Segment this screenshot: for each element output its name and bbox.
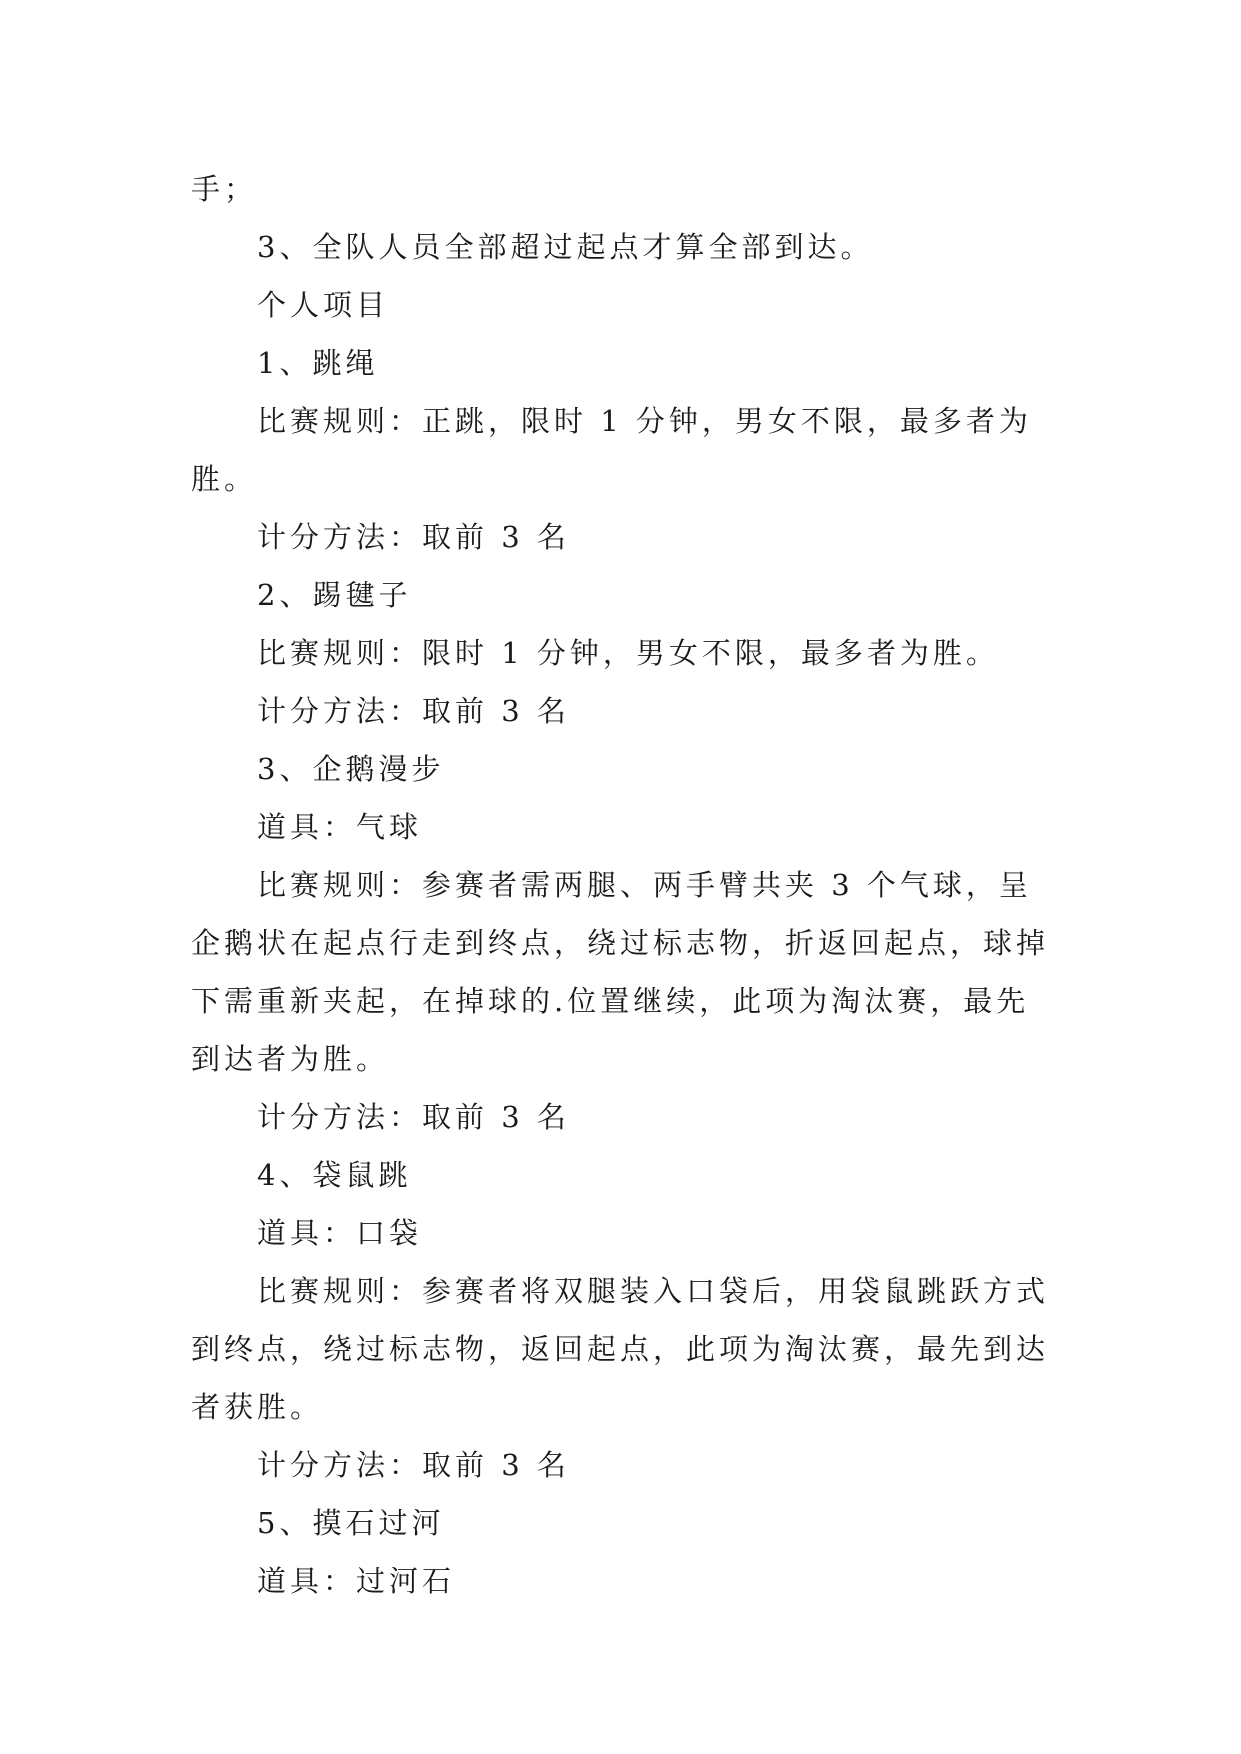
rules-penguin-walk: 比赛规则：参赛者需两腿、两手臂共夹 3 个气球，呈企鹅状在起点行走到终点，绕过标志物，折返回起点，球掉下需重新夹起，在掉球的.位置继续，此项为淘汰赛，最先到达者为胜。 <box>191 868 1050 1076</box>
scoring-jump-rope: 计分方法：取前 3 名 <box>257 520 570 554</box>
item-heading-kangaroo-jump: 4、袋鼠跳 <box>257 1158 412 1192</box>
item-heading-jump-rope: 1、跳绳 <box>257 346 379 380</box>
paragraph-continuation: 手； <box>191 172 258 206</box>
props-kangaroo-jump: 道具：口袋 <box>257 1216 423 1250</box>
props-river-crossing: 道具：过河石 <box>257 1564 456 1598</box>
scoring-penguin-walk: 计分方法：取前 3 名 <box>257 1100 570 1134</box>
rules-jump-rope: 比赛规则：正跳，限时 1 分钟，男女不限，最多者为胜。 <box>191 404 1032 496</box>
props-penguin-walk: 道具：气球 <box>257 810 423 844</box>
section-heading-individual: 个人项目 <box>257 288 390 322</box>
item-heading-penguin-walk: 3、企鹅漫步 <box>257 752 445 786</box>
item-heading-shuttlecock: 2、踢毽子 <box>257 578 412 612</box>
scoring-shuttlecock: 计分方法：取前 3 名 <box>257 694 570 728</box>
scoring-kangaroo-jump: 计分方法：取前 3 名 <box>257 1448 570 1482</box>
paragraph-team-rule-3: 3、全队人员全部超过起点才算全部到达。 <box>257 230 874 264</box>
document-body <box>191 160 1061 1610</box>
rules-shuttlecock: 比赛规则：限时 1 分钟，男女不限，最多者为胜。 <box>257 636 999 670</box>
item-heading-river-crossing: 5、摸石过河 <box>257 1506 445 1540</box>
rules-kangaroo-jump: 比赛规则：参赛者将双腿装入口袋后，用袋鼠跳跃方式到终点，绕过标志物，返回起点，此项为淘汰赛，最先到达者获胜。 <box>191 1274 1050 1424</box>
